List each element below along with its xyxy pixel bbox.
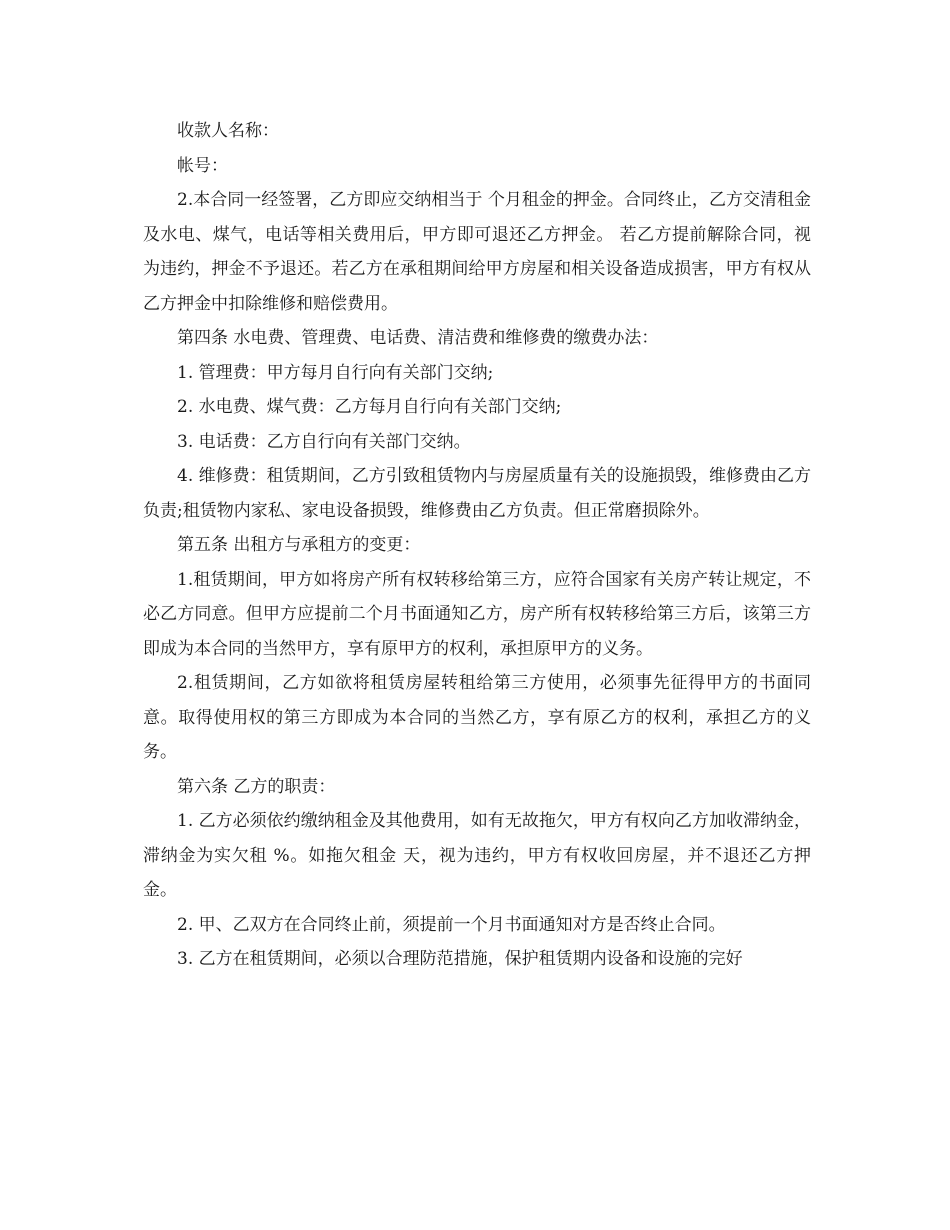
article-six-heading: 第六条 乙方的职责： bbox=[177, 776, 336, 797]
article-five-heading: 第五条 出租方与承租方的变更： bbox=[177, 535, 421, 555]
rent-payment-duty: 1. 乙方必须依约缴纳租金及其他费用，如有无故拖欠，甲方有权向乙方加收滞纳金，滞纳金为实欠租 %。如拖欠租金 天，视为违约，甲方有权收回房屋，并不退还乙方押金。 bbox=[143, 811, 811, 900]
lessor-change-clause: 1.租赁期间，甲方如将房产所有权转移给第三方，应符合国家有关房产转让规定，不必乙方同意。但甲方应提前二个月书面通知乙方，房产所有权转移给第三方后，该第三方即成为本合同的当然甲方，享有原甲方的权利，承担原甲方的义务。 bbox=[143, 569, 811, 659]
deposit-clause: 2.本合同一经签署，乙方即应交纳相当于 个月租金的押金。合同终止，乙方交清租金及水电、煤气，电话等相关费用后，甲方即可退还乙方押金。 若乙方提前解除合同，视为违约，押金不予退还。若乙方在承租期间给甲方房屋和相关设备造成损害，甲方有权从乙方押金中扣除维修和赔偿费用。 bbox=[143, 190, 811, 314]
payee-name-line: 收款人名称： bbox=[177, 121, 279, 141]
equipment-protection-duty: 3. 乙方在租赁期间，必须以合理防范措施，保护租赁期内设备和设施的完好 bbox=[177, 949, 743, 969]
utility-fee-item: 2. 水电费、煤气费：乙方每月自行向有关部门交纳; bbox=[177, 397, 562, 417]
sublease-clause: 2.租赁期间，乙方如欲将租赁房屋转租给第三方使用，必须事先征得甲方的书面同意。取得使用权的第三方即成为本合同的当然乙方，享有原乙方的权利，承担乙方的义务。 bbox=[143, 673, 811, 762]
document-body bbox=[143, 114, 811, 977]
phone-fee-item: 3. 电话费：乙方自行向有关部门交纳。 bbox=[177, 431, 471, 452]
management-fee-item: 1. 管理费：甲方每月自行向有关部门交纳; bbox=[177, 362, 494, 383]
account-number-line: 帐号： bbox=[177, 155, 228, 176]
article-four-heading: 第四条 水电费、管理费、电话费、清洁费和维修费的缴费办法： bbox=[177, 328, 659, 348]
repair-fee-item: 4. 维修费：租赁期间，乙方引致租赁物内与房屋质量有关的设施损毁，维修费由乙方负责;租赁物内家私、家电设备损毁，维修费由乙方负责。但正常磨损除外。 bbox=[143, 466, 811, 521]
termination-notice-duty: 2. 甲、乙双方在合同终止前，须提前一个月书面通知对方是否终止合同。 bbox=[177, 914, 726, 935]
